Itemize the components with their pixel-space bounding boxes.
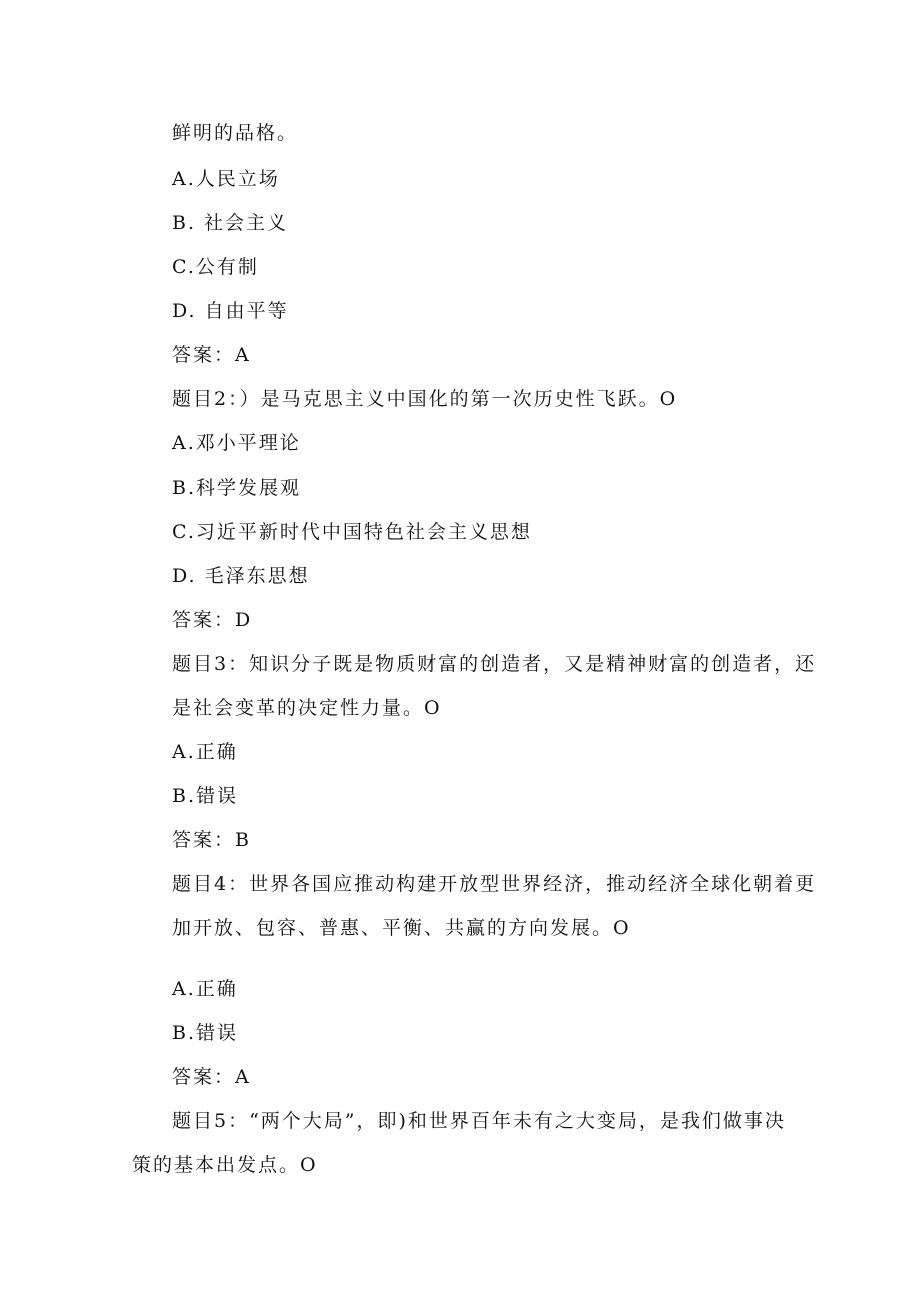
question-4-option-a: A.正确	[172, 978, 238, 1000]
question-1-option-b: B. 社会主义	[172, 212, 289, 234]
question-1-option-c: C.公有制	[172, 256, 259, 278]
question-3-answer: 答案：B	[172, 829, 251, 851]
question-3-stem-continued: 是社会变革的决定性力量。O	[172, 697, 442, 719]
question-1-option-a: A.人民立场	[172, 168, 280, 190]
question-4-option-b: B.错误	[172, 1022, 239, 1044]
question-4-answer: 答案：A	[172, 1066, 251, 1088]
question-3-stem: 题目3：知识分子既是物质财富的创造者，又是精神财富的创造者，还	[172, 653, 817, 675]
question-1-option-d: D. 自由平等	[172, 300, 289, 322]
question-1-stem-tail: 鲜明的品格。	[172, 122, 299, 144]
question-5-stem-continued: 策的基本出发点。O	[132, 1154, 318, 1176]
question-2-option-b: B.科学发展观	[172, 477, 302, 499]
question-2-option-c: C.习近平新时代中国特色社会主义思想	[172, 521, 532, 543]
question-5-stem: 题目5：“两个大局”，即)和世界百年未有之大变局，是我们做事决	[172, 1110, 786, 1132]
question-4-stem: 题目4：世界各国应推动构建开放型世界经济，推动经济全球化朝着更	[172, 873, 817, 895]
question-3-option-b: B.错误	[172, 785, 239, 807]
question-2-option-a: A.邓小平理论	[172, 432, 301, 454]
question-3-option-a: A.正确	[172, 741, 238, 763]
question-1-answer: 答案：A	[172, 344, 251, 366]
question-2-option-d: D. 毛泽东思想	[172, 565, 310, 587]
question-2-stem: 题目2：）是马克思主义中国化的第一次历史性飞跃。O	[172, 388, 678, 410]
question-4-stem-continued: 加开放、包容、普惠、平衡、共赢的方向发展。O	[172, 917, 631, 939]
question-2-answer: 答案：D	[172, 609, 253, 631]
